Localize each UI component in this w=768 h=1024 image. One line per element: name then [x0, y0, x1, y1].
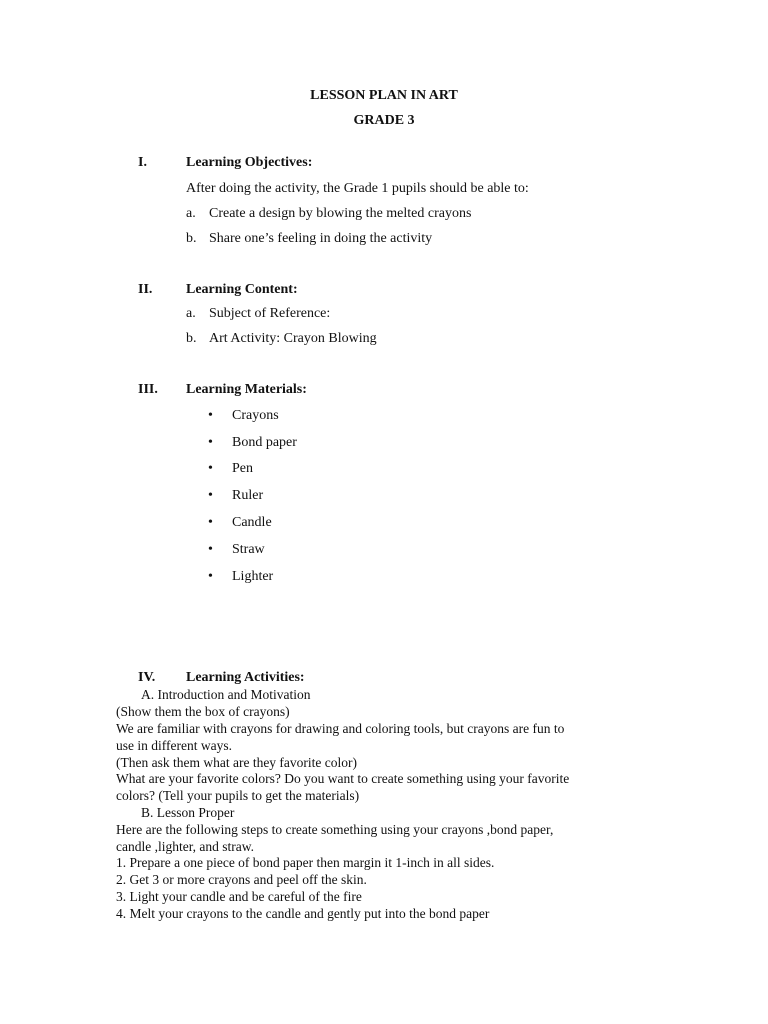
section-heading: Learning Objectives:	[186, 155, 313, 170]
material-item: Straw	[232, 542, 265, 557]
section-heading: Learning Activities:	[186, 670, 305, 685]
bullet-icon: •	[208, 515, 213, 530]
bullet-icon: •	[208, 542, 213, 557]
section-number: I.	[138, 155, 147, 170]
material-item: Bond paper	[232, 435, 297, 450]
activity-line: Here are the following steps to create something using your crayons ,bond paper,	[116, 822, 554, 837]
objectives-intro: After doing the activity, the Grade 1 pupils should be able to:	[186, 181, 529, 196]
list-marker: a.	[186, 206, 196, 221]
activity-line: colors? (Tell your pupils to get the materials)	[116, 788, 360, 803]
material-item: Candle	[232, 515, 272, 530]
activity-line: (Show them the box of crayons)	[116, 704, 290, 719]
content-item: Subject of Reference:	[209, 306, 331, 321]
material-item: Pen	[232, 461, 253, 476]
bullet-icon: •	[208, 435, 213, 450]
subsection-heading: A. Introduction and Motivation	[141, 687, 311, 702]
step-item: 3. Light your candle and be careful of the fire	[116, 889, 362, 904]
list-marker: b.	[186, 231, 197, 246]
section-number: III.	[138, 382, 158, 397]
activity-line: (Then ask them what are they favorite color)	[116, 755, 358, 770]
section-number: IV.	[138, 670, 156, 685]
section-heading: Learning Content:	[186, 282, 298, 297]
objective-item: Share one’s feeling in doing the activity	[209, 231, 433, 246]
list-marker: a.	[186, 306, 196, 321]
bullet-icon: •	[208, 569, 213, 584]
section-heading: Learning Materials:	[186, 382, 307, 397]
section-number: II.	[138, 282, 153, 297]
step-item: 2. Get 3 or more crayons and peel off the skin.	[116, 872, 367, 887]
activity-line: We are familiar with crayons for drawing and coloring tools, but crayons are fun to	[116, 721, 565, 736]
subsection-heading: B. Lesson Proper	[141, 805, 235, 820]
bullet-icon: •	[208, 408, 213, 423]
bullet-icon: •	[208, 488, 213, 503]
material-item: Crayons	[232, 408, 279, 423]
list-marker: b.	[186, 331, 197, 346]
activity-line: What are your favorite colors? Do you want to create something using your favorite	[116, 771, 570, 786]
document-title: LESSON PLAN IN ART	[310, 88, 458, 103]
bullet-icon: •	[208, 461, 213, 476]
activity-line: candle ,lighter, and straw.	[116, 839, 255, 854]
activity-line: use in different ways.	[116, 738, 232, 753]
step-item: 4. Melt your crayons to the candle and gently put into the bond paper	[116, 906, 490, 921]
content-item: Art Activity: Crayon Blowing	[209, 331, 377, 346]
objective-item: Create a design by blowing the melted crayons	[209, 206, 472, 221]
material-item: Lighter	[232, 569, 274, 584]
material-item: Ruler	[232, 488, 264, 503]
step-item: 1. Prepare a one piece of bond paper then margin it 1-inch in all sides.	[116, 855, 495, 870]
grade-heading: GRADE 3	[353, 113, 415, 128]
